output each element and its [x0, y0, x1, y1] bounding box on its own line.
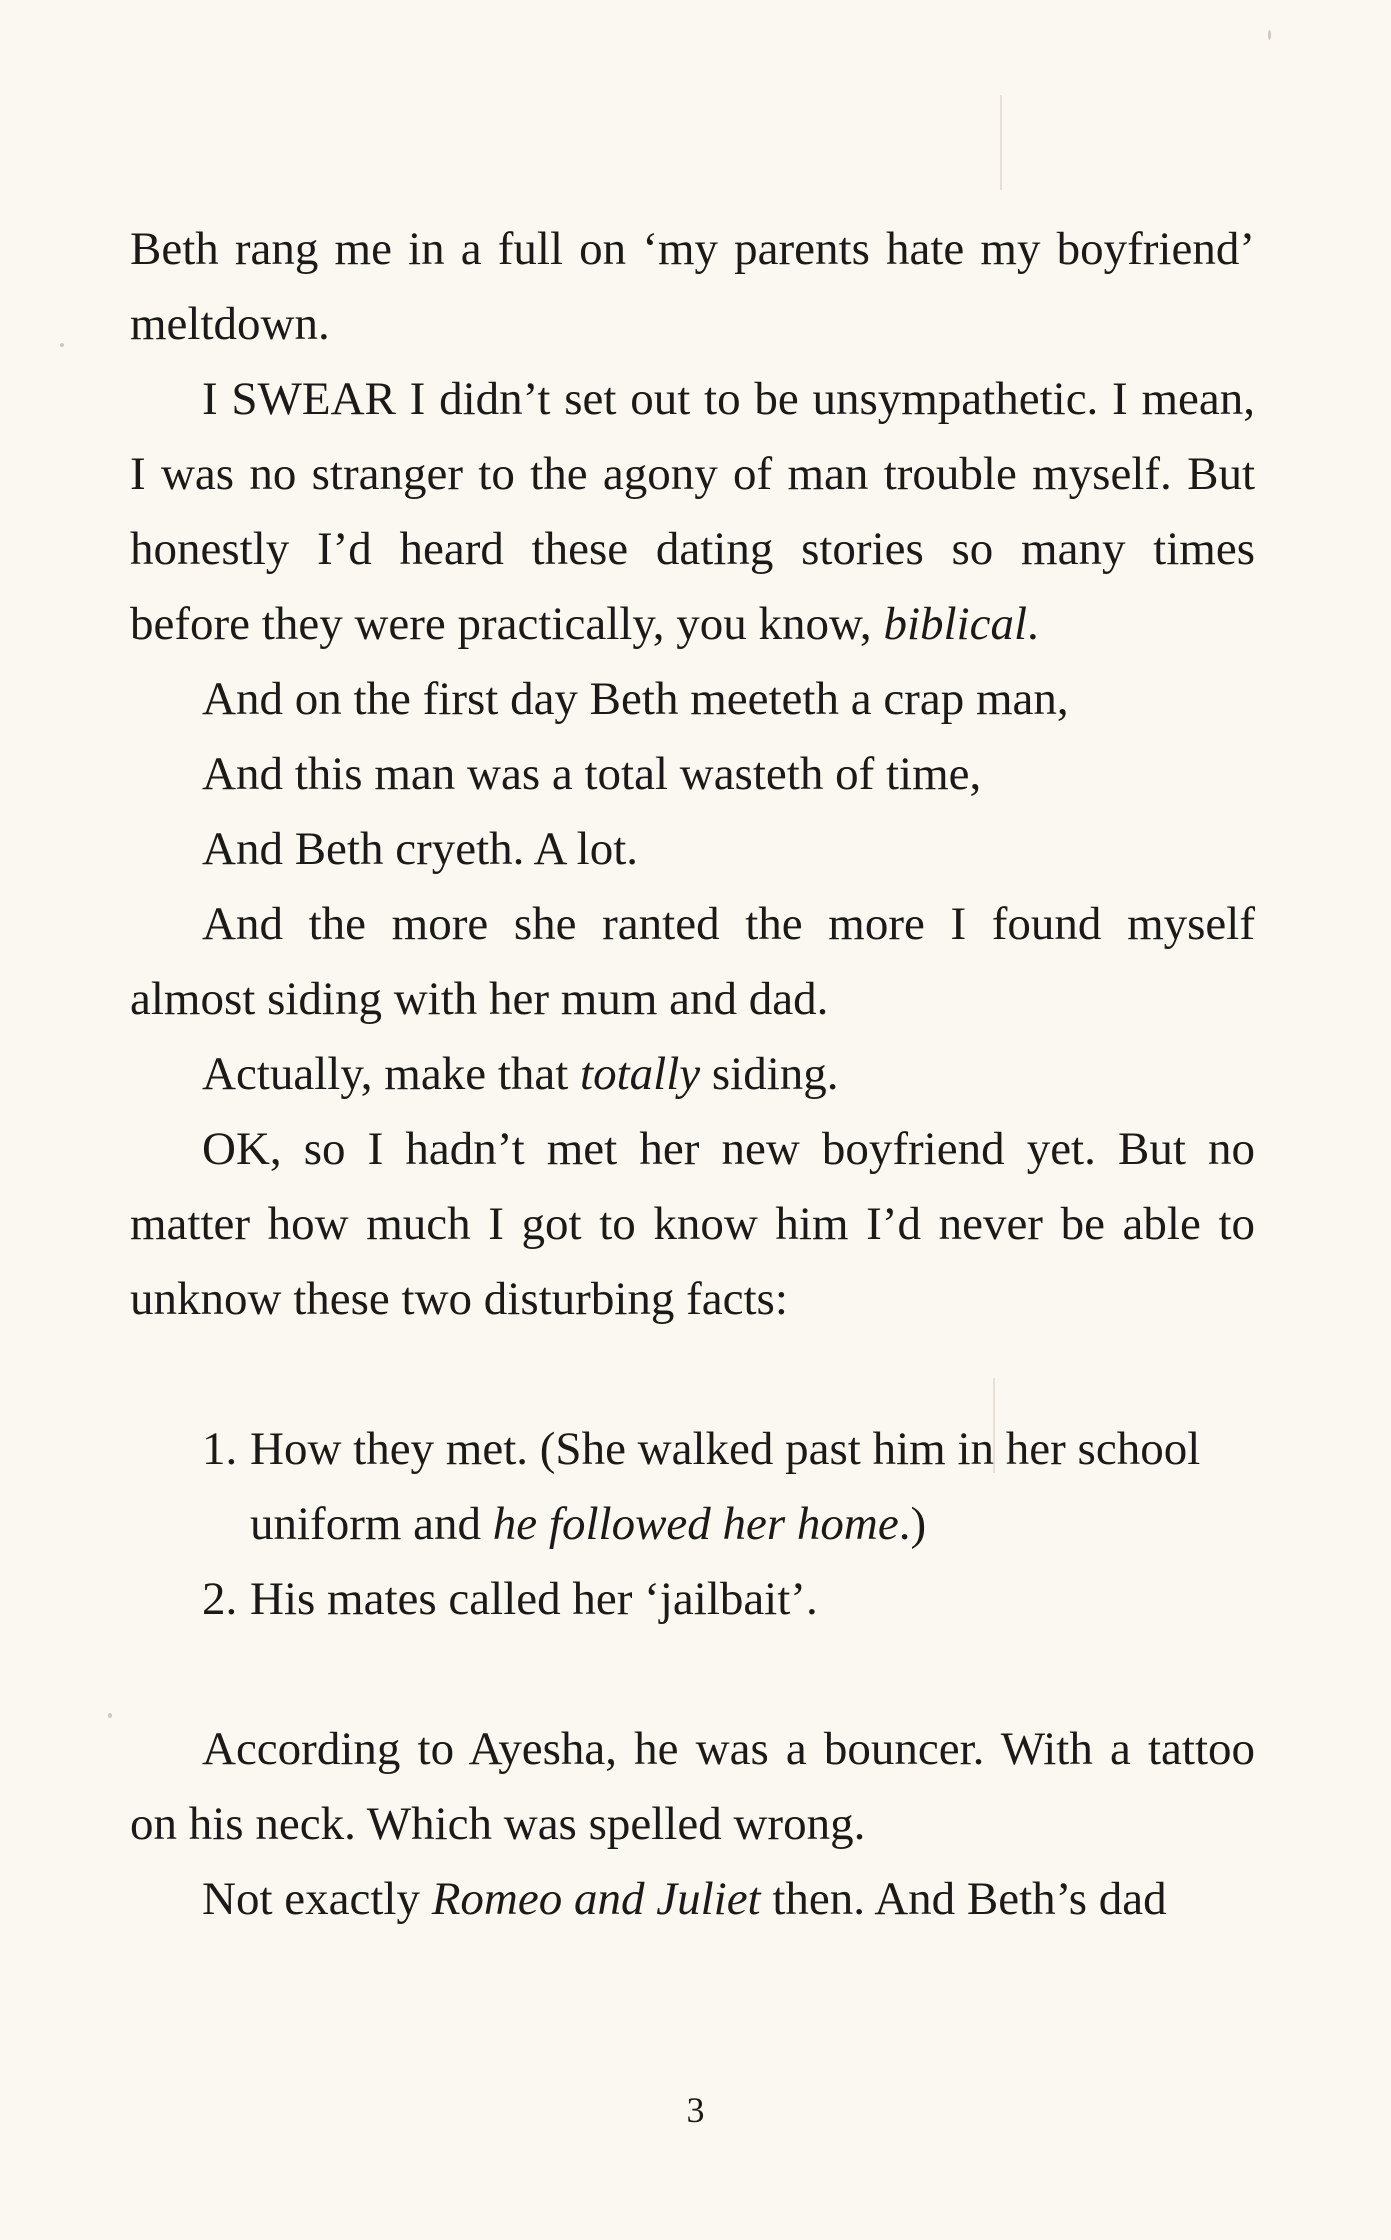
verse-line: And Beth cryeth. A lot.: [202, 823, 639, 875]
italic-text: he followed her home: [492, 1498, 899, 1550]
paragraph: I SWEAR I didn’t set out to be unsympathetic. I mean, I was no stranger to the agony of man trouble myself. But honestly I’d heard these dating stories so many times before they were practically, you know, biblical.: [130, 373, 1255, 650]
verse-line: And on the first day Beth meeteth a crap man,: [202, 673, 1069, 725]
list-item: 2. His mates called her ‘jailbait’.: [130, 1562, 1255, 1637]
bleed-through-mark: [1000, 95, 1002, 190]
body-text: [130, 212, 1255, 1937]
italic-text: biblical: [883, 598, 1028, 650]
paragraph: And the more she ranted the more I found myself almost siding with her mum and dad.: [130, 898, 1255, 1025]
paper-speck: [1268, 30, 1271, 40]
list-number: 2.: [202, 1573, 238, 1625]
numbered-list: [130, 1412, 1255, 1637]
paragraph: Not exactly Romeo and Juliet then. And Beth’s dad: [202, 1873, 1167, 1925]
list-item: 1. How they met. (She walked past him in her school uniform and he followed her home.): [130, 1412, 1255, 1562]
paragraph: According to Ayesha, he was a bouncer. With a tattoo on his neck. Which was spelled wrong.: [130, 1723, 1255, 1850]
paper-speck: [60, 343, 64, 347]
paper-speck: [108, 1713, 112, 1718]
verse-line: And this man was a total wasteth of time,: [202, 748, 982, 800]
italic-text: Romeo and Juliet: [431, 1873, 761, 1925]
page-number: 3: [686, 2090, 705, 2130]
paragraph: Beth rang me in a full on ‘my parents hate my boyfriend’ meltdown.: [130, 223, 1255, 350]
list-number: 1.: [202, 1423, 238, 1475]
paragraph: Actually, make that totally siding.: [202, 1048, 839, 1100]
italic-text: totally: [580, 1048, 701, 1100]
paragraph: OK, so I hadn’t met her new boyfriend yet. But no matter how much I got to know him I’d never be able to unknow these two disturbing facts:: [130, 1123, 1255, 1325]
